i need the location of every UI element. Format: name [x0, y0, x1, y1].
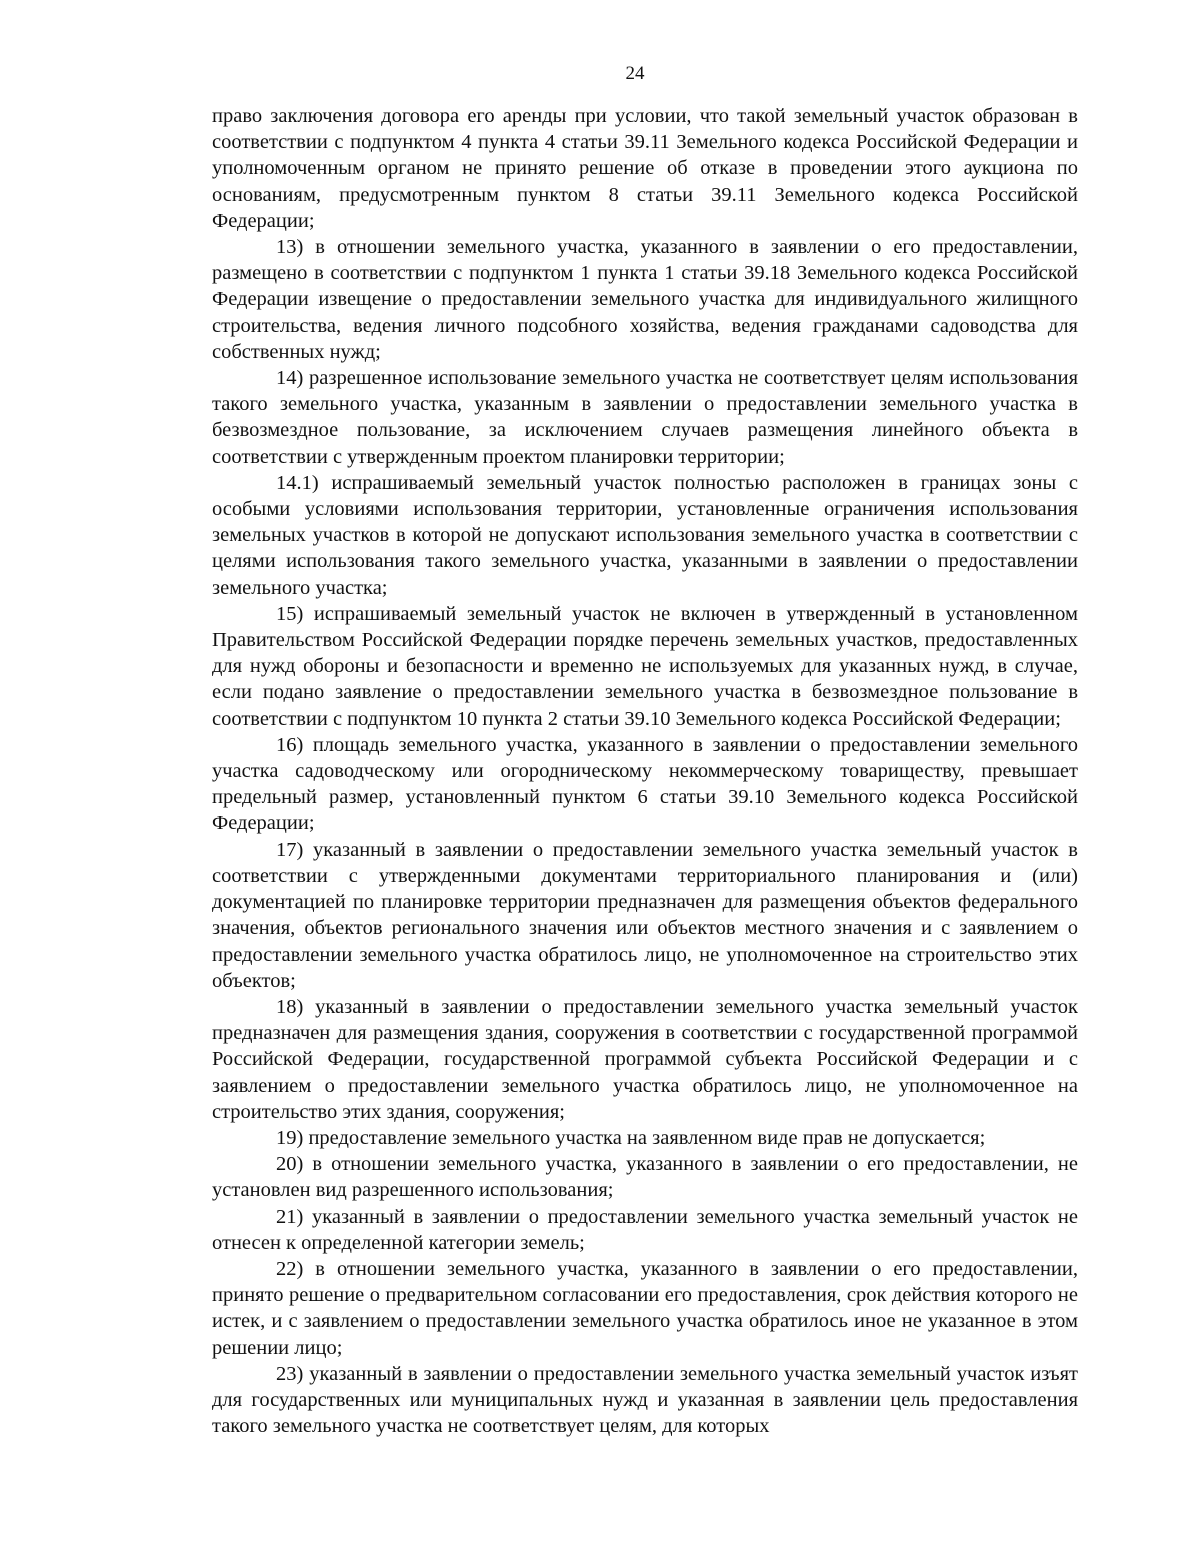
document-body [212, 103, 1078, 1439]
paragraph-item-19: 19) предоставление земельного участка на заявленном виде прав не допускается; [276, 1126, 986, 1149]
paragraph-item-17: 17) указанный в заявлении о предоставлении земельного участка земельный участок в соответствии с утвержденными документами территориального планирования и (или) документацией по планировке территории предназначен для размещения объектов федерального значения, объектов регионального значения или объектов местного значения и с заявлением о предоставлении земельного участка обратилось лицо, не уполномоченное на строительство этих объектов; [212, 838, 1078, 992]
paragraph-item-21: 21) указанный в заявлении о предоставлении земельного участка земельный участок не отнесен к определенной категории земель; [212, 1205, 1078, 1254]
paragraph-item-20: 20) в отношении земельного участка, указанного в заявлении о его предоставлении, не установлен вид разрешенного использования; [212, 1153, 1078, 1202]
paragraph-item-15: 15) испрашиваемый земельный участок не включен в утвержденный в установленном Правительством Российской Федерации порядке перечень земельных участков, предоставленных для нужд обороны и безопасности и временно не используемых для указанных нужд, в случае, если подано заявление о предоставлении земельного участка в безвозмездное пользование в соответствии с подпунктом 10 пункта 2 статьи 39.10 Земельного кодекса Российской Федерации; [212, 602, 1078, 730]
paragraph-item-16: 16) площадь земельного участка, указанного в заявлении о предоставлении земельного участка садоводческому или огородническому некоммерческому товариществу, превышает предельный размер, установленный пунктом 6 статьи 39.10 Земельного кодекса Российской Федерации; [212, 733, 1078, 835]
paragraph-item-18: 18) указанный в заявлении о предоставлении земельного участка земельный участок предназначен для размещения здания, сооружения в соответствии с государственной программой Российской Федерации, государственной программой субъекта Российской Федерации и с заявлением о предоставлении земельного участка обратилось лицо, не уполномоченное на строительство этих здания, сооружения; [212, 995, 1078, 1123]
paragraph-continuation: право заключения договора его аренды при условии, что такой земельный участок образован в соответствии с подпунктом 4 пункта 4 статьи 39.11 Земельного кодекса Российской Федерации и уполномоченным органом не принято решение об отказе в проведении этого аукциона по основаниям, предусмотренным пунктом 8 статьи 39.11 Земельного кодекса Российской Федерации; [212, 105, 1078, 232]
paragraph-item-14: 14) разрешенное использование земельного участка не соответствует целям использования такого земельного участка, указанным в заявлении о предоставлении земельного участка в безвозмездное пользование, за исключением случаев размещения линейного объекта в соответствии с утвержденным проектом планировки территории; [212, 367, 1078, 468]
page-number: 24 [625, 63, 645, 84]
paragraph-item-22: 22) в отношении земельного участка, указанного в заявлении о его предоставлении, принято решение о предварительном согласовании его предоставления, срок действия которого не истек, и с заявлением о предоставлении земельного участка обратилось иное не указанное в этом решении лицо; [212, 1257, 1078, 1359]
paragraph-item-14-1: 14.1) испрашиваемый земельный участок полностью расположен в границах зоны с особыми условиями использования территории, установленные ограничения использования земельных участков в которой не допускают использования земельного участка в соответствии с целями использования такого земельного участка, указанными в заявлении о предоставлении земельного участка; [212, 471, 1078, 599]
paragraph-item-23: 23) указанный в заявлении о предоставлении земельного участка земельный участок изъят для государственных или муниципальных нужд и указанная в заявлении цель предоставления такого земельного участка не соответствует целям, для которых [212, 1362, 1078, 1438]
paragraph-item-13: 13) в отношении земельного участка, указанного в заявлении о его предоставлении, размещено в соответствии с подпунктом 1 пункта 1 статьи 39.18 Земельного кодекса Российской Федерации извещение о предоставлении земельного участка для индивидуального жилищного строительства, ведения личного подсобного хозяйства, ведения гражданами садоводства для собственных нужд; [212, 236, 1078, 363]
